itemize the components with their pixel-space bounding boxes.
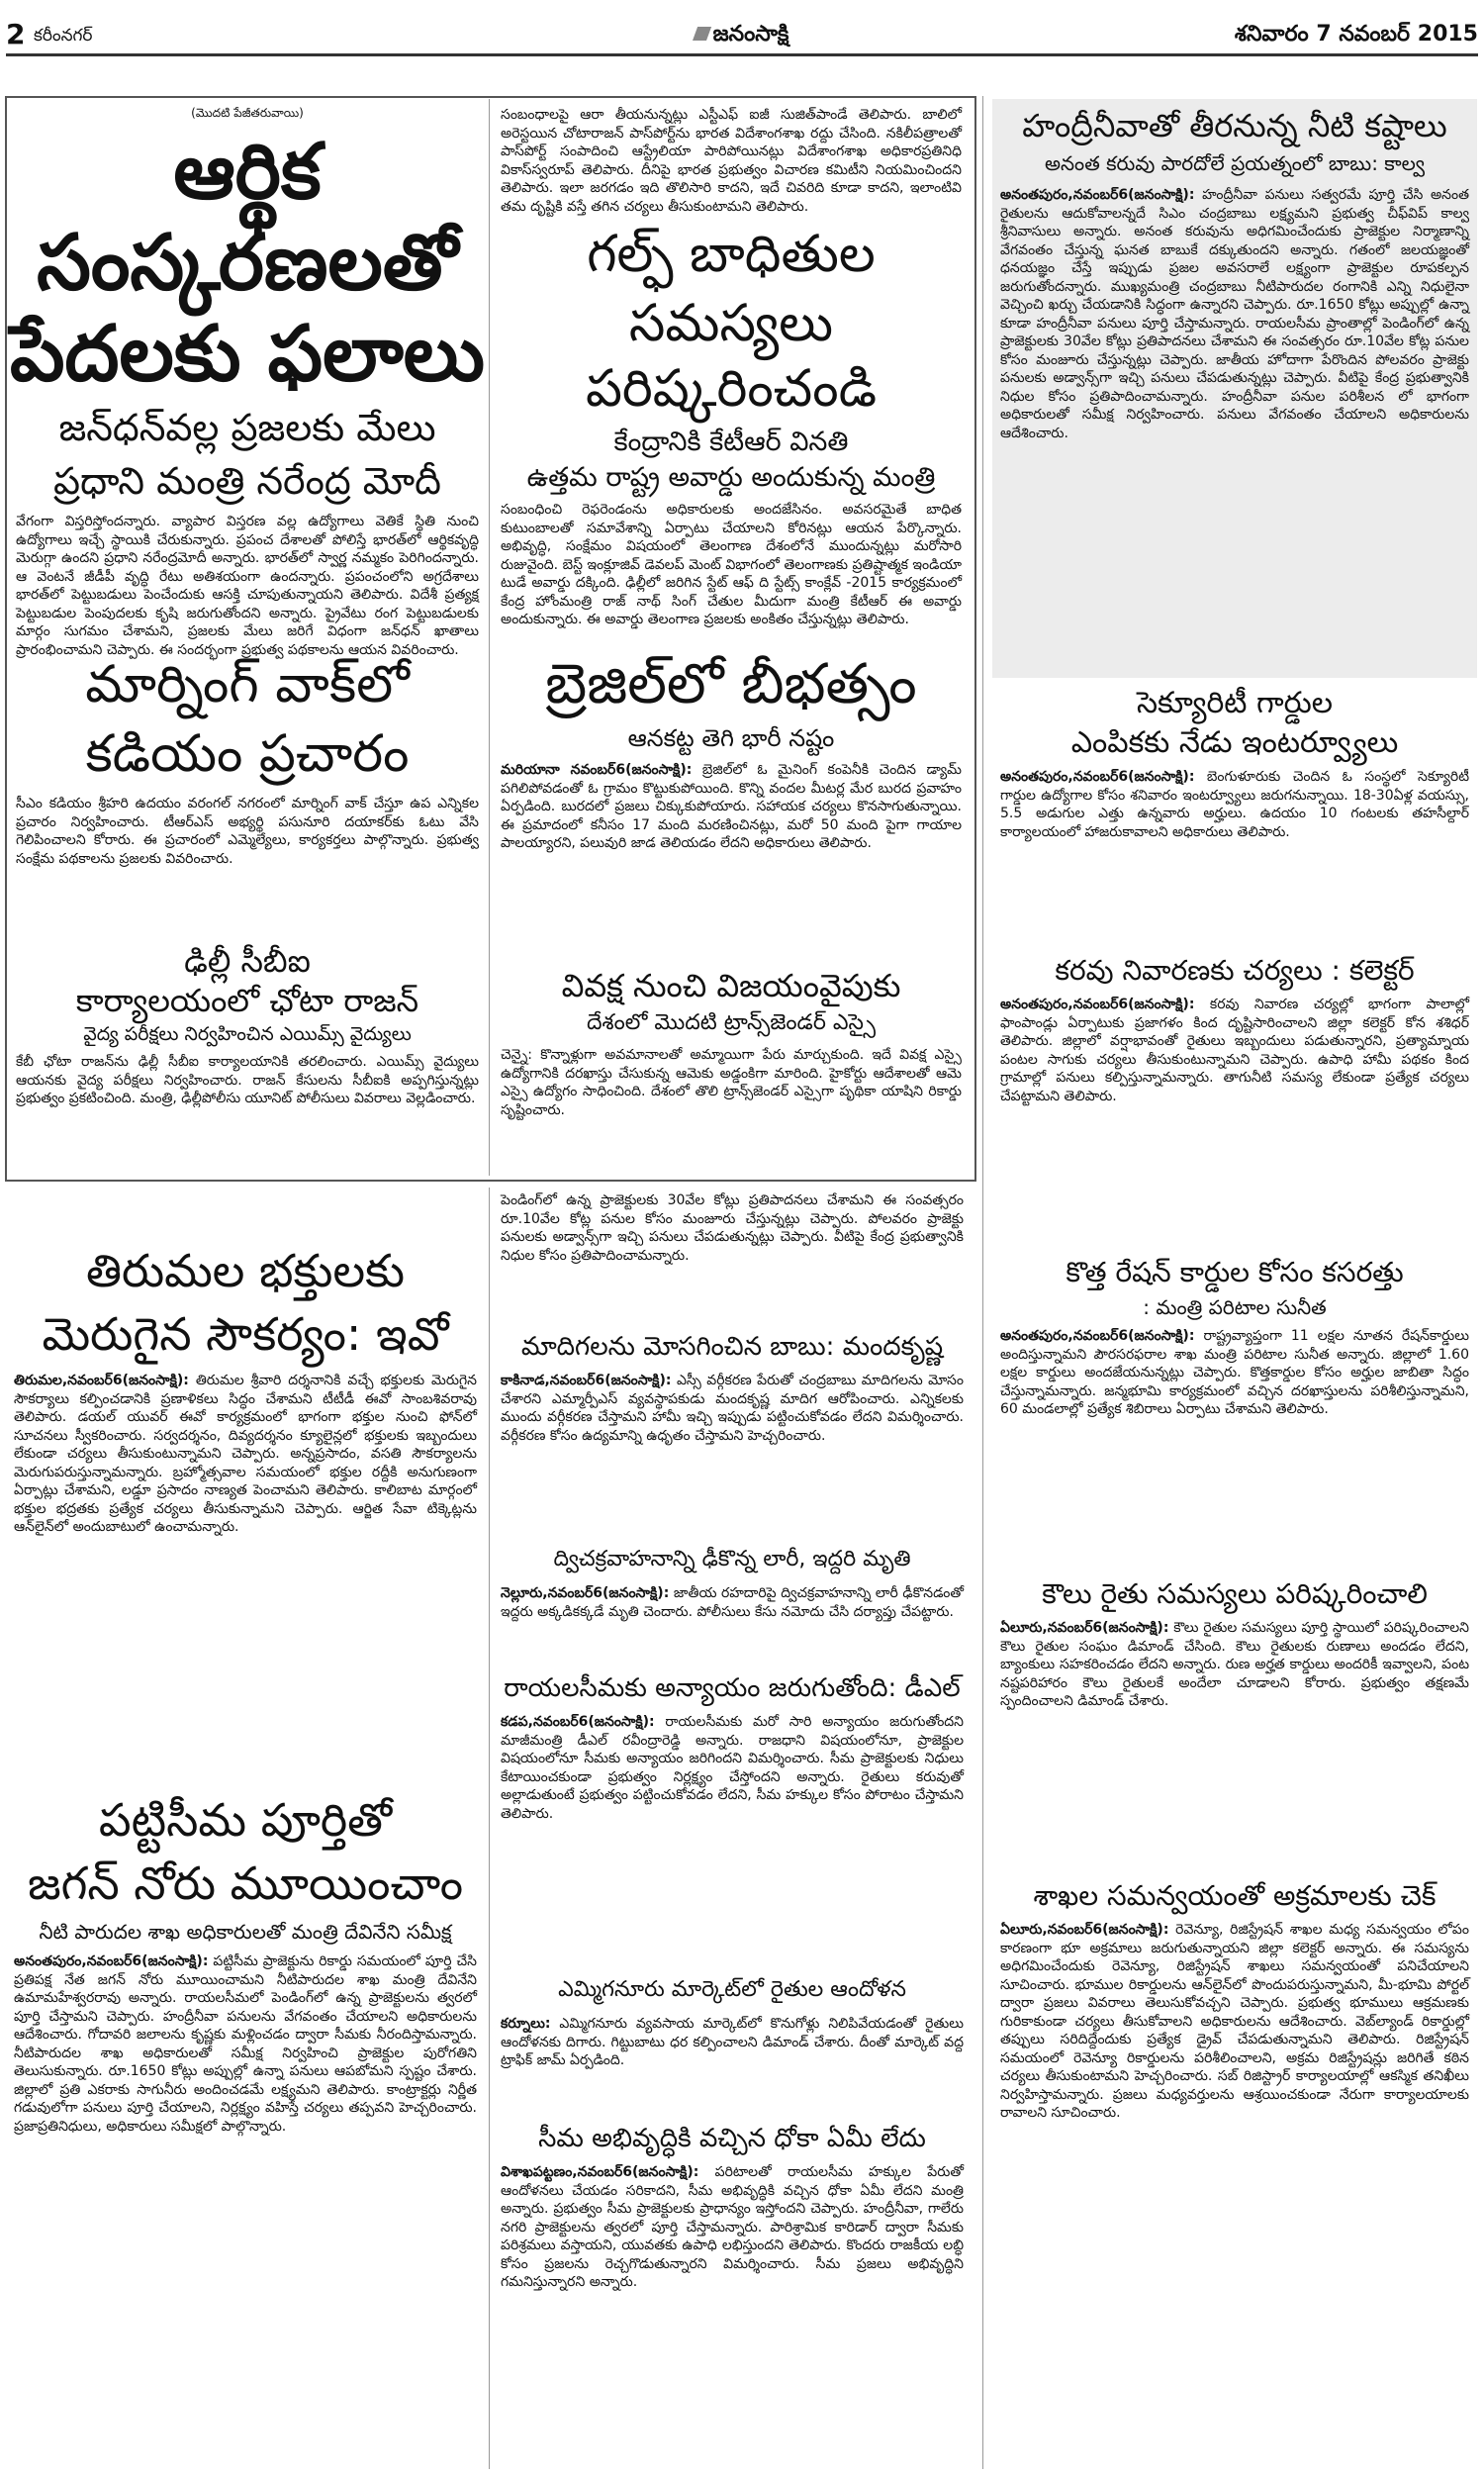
- article-morning-walk: [8, 648, 487, 937]
- headline: కొత్త రేషన్ కార్డుల కోసం కసరత్తు: [1066, 1256, 1404, 1288]
- headline: ద్విచక్రవాహనాన్ని ఢీకొన్న లారీ, ఇద్దరి మృతి: [553, 1547, 911, 1571]
- dateline: ఏలూరు,నవంబర్6(జనంసాక్షి):: [1000, 1620, 1169, 1636]
- article-body: [992, 992, 1477, 1109]
- headline: కడియం ప్రచారం: [85, 724, 410, 784]
- article-lorry-accident: [493, 1539, 972, 1663]
- article-tenant-farmers: [992, 1573, 1477, 1870]
- article-drought-measures: [992, 950, 1477, 1247]
- article-text: రాయలసీమకు మరో సారి అన్యాయం జరుగుతోందని మాజీమంత్రి డీఎల్ రవీంద్రారెడ్డి అన్నారు. రాజధాని విషయంలోనూ, ప్రాజెక్టుల విషయంలోనూ సీమకు అన్యాయం జరిగిందని విమర్శించారు. సీమ ప్రాజెక్టులకు నిధులు కేటాయించకుండా ప్రభుత్వం నిర్లక్ష్యం చేస్తోందని అన్నారు. రైతులు కరువుతో అల్లాడుతుంటే ప్రభుత్వం పట్టించుకోవడం లేదని, సీమ హక్కుల కోసం పోరాటం చేస్తామని తెలిపారు.: [501, 1714, 965, 1822]
- subheadline: నీటి పారుదల శాఖ అధికారులతో మంత్రి దేవినేని సమీక్ష: [39, 1920, 452, 1944]
- headline: తిరుమల భక్తులకు: [85, 1244, 406, 1297]
- headline: మాదిగలను మోసగించిన బాబు: మందకృష్ణ: [520, 1332, 944, 1362]
- headline: సెక్యూరిటీ గార్డుల: [1136, 686, 1334, 720]
- article-text: ఎమ్మిగనూరు వ్యవసాయ మార్కెట్‌లో కొనుగోళ్లు నిలిపివేయడంతో రైతులు ఆందోళనకు దిగారు. గిట్టుబాటు ధర కల్పించాలని డిమాండ్ చేశారు. దీంతో మార్కెట్ వద్ద ట్రాఫిక్ జామ్ ఏర్పడింది.: [501, 2016, 964, 2068]
- headline: గల్ఫ్ బాధితుల: [587, 225, 876, 284]
- headline: కౌలు రైతు సమస్యలు పరిష్కరించాలి: [1042, 1577, 1428, 1610]
- article-text: పరిటాలతో రాయలసీమ హక్కుల పేరుతో ఆందోళనలు చేయడం సరికాదని, సీమ అభివృద్ధికి వచ్చిన ధోకా ఏమీ లేదని మంత్రి అన్నారు. ప్రభుత్వం సీమ ప్రాజెక్టులకు ప్రాధాన్యం ఇస్తోందని చెప్పారు. హంద్రీనీవా, గాలేరు నగరి ప్రాజెక్టులను త్వరలో పూర్తి చేస్తామన్నారు. పారిశ్రామిక కారిడార్ ద్వారా సీమకు పరిశ్రమలు వస్తాయని, యువతకు ఉపాధి లభిస్తుందని తెలిపారు. కొందరు రాజకీయ లబ్ధి కోసం ప్రజలను రెచ్చగొడుతున్నారని విమర్శించారు. సీమ ప్రజలు అభివృద్ధిని గమనిస్తున్నారని అన్నారు.: [501, 2164, 965, 2290]
- dateline: కడప,నవంబర్6(జనంసాక్షి):: [501, 1714, 655, 1730]
- article-body: [992, 182, 1477, 446]
- article-mandakrishna: [493, 1326, 972, 1534]
- subheadline: అనంత కరువు పారదోలే ప్రయత్నంలో బాబు: కాల్వ: [1045, 151, 1425, 175]
- page-number: 2: [6, 18, 26, 50]
- headline: వివక్ష నుంచి విజయంవైపుకు: [561, 967, 901, 1004]
- dateline: విశాఖపట్టణం,నవంబర్6(జనంసాక్షి):: [501, 2164, 699, 2180]
- subheadline: ఉత్తమ రాష్ట్ర అవార్డు అందుకున్న మంత్రి: [526, 462, 936, 493]
- article-rayalaseema-injustice: [493, 1667, 972, 1964]
- subheadline: కేంద్రానికి కేటీఆర్ వినతి: [613, 427, 849, 457]
- headline: శాఖల సమన్వయంతో అక్రమాలకు చెక్: [1033, 1879, 1437, 1912]
- continuation-kicker: (మొదటి పేజీతరువాయి): [191, 106, 304, 120]
- article-body: [6, 1368, 485, 1541]
- article-departments-coordination: [992, 1875, 1477, 2469]
- dateline: అనంతపురం,నవంబర్6(జనంసాక్షి):: [14, 1953, 209, 1969]
- subheadline: వైద్య పరీక్షలు నిర్వహించిన ఎయిమ్స్ వైద్యులు: [83, 1023, 412, 1045]
- headline: ఆర్థిక సంస్కరణలతో: [37, 128, 458, 308]
- article-body: [493, 1580, 972, 1625]
- dateline: నెల్లూరు,నవంబర్6(జనంసాక్షి):: [501, 1585, 670, 1601]
- column-divider: [982, 96, 983, 2469]
- subheadline: ప్రధాని మంత్రి నరేంద్ర మోదీ: [53, 459, 441, 503]
- subheadline: దేశంలో మొదటి ట్రాన్స్‌జెండర్ ఎస్సై: [586, 1010, 877, 1035]
- headline: ఢిల్లీ సీబీఐ: [184, 942, 311, 980]
- paper-name: జనంసాక్షి: [712, 22, 789, 47]
- dateline: అనంతపురం,నవంబర్6(జనంసాక్షి):: [1000, 997, 1195, 1012]
- headline: మెరుగైన సౌకర్యం: ఇవో: [42, 1307, 449, 1361]
- subheadline: ఆనకట్ట తెగి భారీ నష్టం: [627, 724, 835, 752]
- article-text: కరవు నివారణ చర్యల్లో భాగంగా పాలాల్లో ఫాంపాండ్లు ఏర్పాటుకు ప్రజాగళం కింద దృష్టిసారించాలని జిల్లా కలెక్టర్ కోన శశిధర్ తెలిపారు. జిల్లాలో వర్షాభావంతో రైతులు ఇబ్బందులు పడుతున్నారని, ప్రత్యామ్నాయ పంటల సాగుకు చర్యలు తీసుకుంటున్నామని చెప్పారు. ఉపాధి హామీ పథకం కింద గ్రామాల్లో పనులు కల్పిస్తున్నామన్నారు. తాగునీటి సమస్య లేకుండా ప్రత్యేక చర్యలు చేపట్టామని తెలిపారు.: [1000, 997, 1470, 1104]
- article-ration-cards: [992, 1252, 1477, 1569]
- dateline: తిరుమల,నవంబర్6(జనంసాక్షి):: [14, 1373, 189, 1388]
- article-tirumala: [6, 1237, 485, 1781]
- dateline: కర్నూలు:: [501, 2016, 551, 2032]
- dateline: అనంతపురం,నవంబర్6(జనంసాక్షి):: [1000, 187, 1195, 203]
- article-body: [992, 1615, 1477, 1715]
- masthead-logo: [696, 22, 789, 51]
- dateline: అనంతపురం,నవంబర్6(జనంసాక్షి):: [1000, 1328, 1195, 1344]
- article-body: కేబీ ఛోటా రాజన్‌ను ఢిల్లీ సీబీఐ కార్యాలయానికి తరలించారు. ఎయిమ్స్ వైద్యులు ఆయనకు వైద్య పరీక్షలు నిర్వహించారు. రాజన్ కేసులను సీబీఐకి అప్పగిస్తున్నట్లు ప్రభుత్వం ప్రకటించింది. మంత్రి, ఢిల్లీపోలీసు యూనిట్ పోలీసులు వివరాలు వెల్లడించారు.: [16, 1054, 479, 1106]
- headline: పట్టిసీమ పూర్తితో: [98, 1793, 393, 1847]
- article-body: [493, 1368, 972, 1449]
- article-body: పెండింగ్‌లో ఉన్న ప్రాజెక్టులకు 30వేల కోట్లు ప్రతిపాదనలు చేశామని ఈ సంవత్సరం రూ.10వేల కోట్ల పనుల కోసం మంజూరు చేస్తున్నట్లు చెప్పారు. పోలవరం ప్రాజెక్టు పనులకు అడ్వాన్స్‌గా ఇచ్చి పనులు చేపడుతున్నట్లు చెప్పారు. వీటిపై కేంద్ర ప్రభుత్వానికి నిధుల కోసం ప్రతిపాదించామన్నారు.: [501, 1192, 964, 1264]
- page-header: [6, 14, 1478, 56]
- headline: జగన్ నోరు మూయించాం: [27, 1856, 464, 1910]
- edition-name: కరీంనగర్: [34, 26, 93, 46]
- article-body: [992, 1917, 1477, 2127]
- column-divider: [489, 1188, 490, 2469]
- article-body: [493, 2011, 972, 2074]
- article-body: సంబంధాలపై ఆరా తీయనున్నట్లు ఎస్టీఎఫ్ ఐజీ సుజిత్‌పాండే తెలిపారు. బాలిలో అరెస్టయిన చోటారాజన్ పాస్‌పోర్ట్‌ను భారత విదేశాంగశాఖ రద్దు చేసింది. నకిలీపత్రాలతో పాస్‌పోర్ట్ సంపాదించి ఆస్ట్రేలియా పారిపోయినట్లు విదేశాంగశాఖ అధికారప్రతినిధి వికాస్‌స్వరూప్ తెలిపారు. దీనిపై భారత ప్రభుత్వం విచారణ కమిటీని నియమించిందని తెలిపారు. ఇలా జరగడం ఇది తొలిసారి కాదని, ఇదే చివరిది కూడా కాదని, ఇలాంటివి తమ దృష్టికి వస్తే తగిన చర్యలు తీసుకుంటామని తెలిపారు.: [501, 107, 962, 215]
- article-text: రాష్ట్రవ్యాప్తంగా 11 లక్షల నూతన రేషన్‌కార్డులు అందిస్తున్నామని పౌరసరఫరాల శాఖ మంత్రి పరిటాల సునీత అన్నారు. జిల్లాలో 1.60 లక్షల కార్డులు అందజేయనున్నట్లు చెప్పారు. కొత్తకార్డుల కోసం అర్హుల జాబితా సిద్ధం చేస్తున్నామన్నారు. జన్మభూమి కార్యక్రమంలో వచ్చిన దరఖాస్తులను పరిశీలిస్తున్నామని, 60 మండలాల్లో ప్రత్యేక శిబిరాలు ఏర్పాటు చేశామని తెలిపారు.: [1000, 1328, 1469, 1417]
- subheadline: జన్‌ధన్‌వల్ల ప్రజలకు మేలు: [58, 406, 436, 449]
- article-text: తిరుమల శ్రీవారి దర్శనానికి వచ్చే భక్తులకు మెరుగైన సౌకర్యాలు కల్పించడానికి ప్రణాళికలు సిద్ధం చేశామని టీటీడీ ఈవో సాంబశివరావు తెలిపారు. డయల్ యువర్ ఈవో కార్యక్రమంలో భాగంగా భక్తుల నుంచి ఫోన్‌లో సూచనలు స్వీకరించారు. సర్వదర్శనం, దివ్యదర్శనం క్యూలైన్లలో భక్తులకు ఇబ్బందులు లేకుండా చర్యలు తీసుకుంటున్నామని చెప్పారు. అన్నప్రసాదం, వసతి సౌకర్యాలను మెరుగుపరుస్తున్నామన్నారు. బ్రహ్మోత్సవాల సమయంలో భక్తుల రద్దీకి అనుగుణంగా ఏర్పాట్లు చేశామని, లడ్డూ ప్రసాదం నాణ్యత పెంచామని తెలిపారు. కాలిబాట మార్గంలో భక్తుల భద్రతకు ప్రత్యేక చర్యలు తీసుకున్నామని చెప్పారు. ఆర్జిత సేవా టిక్కెట్లను ఆన్‌లైన్‌లో అందుబాటులో ఉంచామన్నారు.: [14, 1373, 478, 1535]
- article-body: [6, 1949, 485, 2140]
- dateline: మరియానా నవంబర్6(జనంసాక్షి):: [501, 762, 693, 778]
- logo-mark-icon: [693, 27, 711, 41]
- headline: పేదలకు ఫలాలు: [9, 310, 486, 399]
- article-seema-development: [493, 2118, 972, 2469]
- article-body: వేగంగా విస్తరిస్తోందన్నారు. వ్యాపార విస్తరణ వల్ల ఉద్యోగాలు వెతికే స్థితి నుంచి ఉద్యోగాలు ఇచ్చే స్థాయికి చేరుకున్నారు. ప్రపంచ దేశాలతో పోలిస్తే భారత్‌లో ఆర్థికవృద్ధి మెరుగ్గా ఉందని ప్రధాని నరేంద్రమోదీ అన్నారు. భారత్‌లో స్వార్ణ నమ్మకం పెరిగిందన్నారు. ఆ వెంటనే జీడీపీ వృద్ధి రేటు అతిశయంగా ఉందన్నారు. ప్రపంచంలోని అగ్రదేశాలు భారత్‌లో పెట్టుబడులు పెంచేందుకు ఆసక్తి చూపుతున్నాయని తెలిపారు. విదేశీ ప్రత్యక్ష పెట్టుబడుల పెంపుదలకు కృషి జరుగుతోందని అన్నారు. ప్రైవేటు రంగ పెట్టుబడులకు మార్గం సుగమం చేశామని, ప్రజలకు మేలు జరిగే విధంగా జన్‌ధన్ ఖాతాలు ప్రారంభించామని చెప్పారు. ఈ సందర్భంగా ప్రభుత్వ పథకాలను ఆయన వివరించారు.: [16, 514, 479, 658]
- headline: సమస్యలు పరిష్కరించండి: [585, 294, 878, 419]
- article-body: [493, 757, 970, 857]
- article-body: [493, 1709, 972, 1827]
- article-body: [992, 1323, 1477, 1423]
- article-text: కౌలు రైతుల సమస్యలు పూర్తి స్థాయిలో పరిష్కరించాలని కౌలు రైతుల సంఘం డిమాండ్ చేసింది. కౌలు రైతులకు రుణాలు అందడం లేదని, బ్యాంకులు సహకరించడం లేదని అన్నారు. రుణ అర్హత కార్డులు అందరికీ ఇవ్వాలని, పంట నష్టపరిహారం కౌలు రైతులకే అందేలా చూడాలని కోరారు. ప్రభుత్వం తక్షణమే స్పందించాలని డిమాండ్ చేశారు.: [1000, 1620, 1469, 1709]
- article-gulf-victims: [493, 218, 970, 643]
- article-continuation: [493, 102, 970, 213]
- headline: సీమ అభివృద్ధికి వచ్చిన ధోకా ఏమీ లేదు: [538, 2124, 926, 2153]
- article-body: సీఎం కడియం శ్రీహరి ఉదయం వరంగల్ నగరంలో మార్నింగ్ వాక్ చేస్తూ ఉప ఎన్నికల ప్రచారం నిర్వహించారు. టీఆర్ఎస్ అభ్యర్థి పసునూరి దయాకర్‌కు ఓటు వేసి గెలిపించాలని కోరారు. ఈ ప్రచారంలో ఎమ్మెల్యేలు, కార్యకర్తలు పాల్గొన్నారు. ప్రభుత్వ సంక్షేమ పథకాలను ప్రజలకు వివరించారు.: [16, 796, 479, 867]
- article-handri-neeva: [992, 99, 1477, 678]
- article-body: సంబంధించి రెఫరెండంను అధికారులకు అందజేసినం. అవసరమైతే బాధిత కుటుంబాలతో సమావేశాన్ని ఏర్పాటు చేయాలని కోరినట్లు ఆయన పేర్కొన్నారు. అభివృద్ధి, సంక్షేమం విషయంలో తెలంగాణ దేశంలోనే ముందున్నట్లు మరోసారి రుజువైంది. బెస్ట్ ఇంక్లూజివ్ డెవలప్ మెంట్ విభాగంలో తెలంగాణకు ప్రతిష్టాత్మక ఇండియా టుడే అవార్డు దక్కింది. ఢిల్లీలో జరిగిన స్టేట్ ఆఫ్ ది స్టేట్స్ కాంక్లేవ్ -2015 కార్యక్రమంలో కేంద్ర హోంమంత్రి రాజ్ నాథ్ సింగ్ చేతుల మీదుగా మంత్రి కేటీఆర్ ఈ అవార్డు అందుకున్నారు. ఈ అవార్డు తెలంగాణ ప్రజలకు అంకితం చేస్తున్నట్లు తెలిపారు.: [501, 502, 962, 627]
- headline: హంద్రీనీవాతో తీరనున్న నీటి కష్టాలు: [1022, 107, 1447, 144]
- article-text: పట్టిసీమ ప్రాజెక్టును రికార్డు సమయంలో పూర్తి చేసి ప్రతిపక్ష నేత జగన్ నోరు మూయించామని నీటిపారుదల శాఖ మంత్రి దేవినేని ఉమామహేశ్వరరావు అన్నారు. రాయలసీమలో పెండింగ్‌లో ఉన్న ప్రాజెక్టులను త్వరలో పూర్తి చేస్తామని చెప్పారు. హంద్రీనీవా పనులను వేగవంతం చేయాలని అధికారులను ఆదేశించారు. గోదావరి జలాలను కృష్ణకు మళ్లించడం ద్వారా సీమకు నీరందిస్తామన్నారు. నీటిపారుదల శాఖ అధికారులతో సమీక్ష నిర్వహించి ప్రాజెక్టుల పురోగతిని తెలుసుకున్నారు. రూ.1650 కోట్లు అప్పుల్లో ఉన్నా పనులు ఆపబోమని స్పష్టం చేశారు. జిల్లాలో ప్రతి ఎకరాకు సాగునీరు అందించడమే లక్ష్యమని తెలిపారు. కాంట్రాక్టర్లు నిర్ణీత గడువులోగా పనులు పూర్తి చేయాలని, నిర్లక్ష్యం వహిస్తే చర్యలు తప్పవని హెచ్చరించారు. ప్రజాప్రతినిధులు, అధికారులు సమీక్షలో పాల్గొన్నారు.: [14, 1953, 478, 2135]
- article-emmiganur-market: [493, 1969, 972, 2113]
- headline: ఎమ్మిగనూరు మార్కెట్‌లో రైతుల ఆందోళన: [558, 1977, 906, 2002]
- article-pattiseema: [6, 1786, 485, 2469]
- dateline: కాకినాడ,నవంబర్6(జనంసాక్షి):: [501, 1373, 672, 1388]
- headline: మార్నింగ్ వాక్‌లో: [85, 655, 410, 714]
- article-chhota-rajan: [8, 940, 487, 1174]
- article-body: [992, 764, 1477, 845]
- headline: రాయలసీమకు అన్యాయం జరుగుతోంది: డీఎల్: [504, 1673, 961, 1703]
- article-brazil: [493, 648, 970, 955]
- headline: బ్రెజిల్‌లో బీభత్సం: [545, 652, 917, 716]
- article-transgender-si: [493, 965, 970, 1173]
- headline: కార్యాలయంలో ఛోటా రాజన్: [75, 982, 419, 1019]
- article-body: [493, 2159, 972, 2296]
- article-text: ఎస్సీ వర్గీకరణ పేరుతో చంద్రబాబు మాదిగలను మోసం చేశారని ఎమ్మార్పీఎస్ వ్యవస్థాపకుడు మందకృష్ణ మాదిగ ఆరోపించారు. ఎన్నికలకు ముందు వర్గీకరణ చేస్తామని హామీ ఇచ్చి ఇప్పుడు పట్టించుకోవడం లేదని విమర్శించారు. వర్గీకరణ కోసం ఉద్యమాన్ని ఉధృతం చేస్తామని హెచ్చరించారు.: [501, 1373, 964, 1444]
- dateline: ఏలూరు,నవంబర్6(జనంసాక్షి):: [1000, 1922, 1169, 1938]
- article-text: రెవెన్యూ, రిజిస్ట్రేషన్ శాఖల మధ్య సమన్వయం లోపం కారణంగా భూ అక్రమాలు జరుగుతున్నాయని జిల్లా కలెక్టర్ అన్నారు. ఈ సమస్యను అధిగమించేందుకు రెవెన్యూ, రిజిస్ట్రేషన్ శాఖలు సమన్వయంతో పనిచేయాలని సూచించారు. భూముల రికార్డులను ఆన్‌లైన్‌లో పొందుపరుస్తున్నామని, మీ-భూమి పోర్టల్ ద్వారా ప్రజలు వివరాలు తెలుసుకోవచ్చని చెప్పారు. ప్రభుత్వ భూములు ఆక్రమణకు గురికాకుండా చర్యలు తీసుకోవాలని అధికారులను ఆదేశించారు. వెబ్‌ల్యాండ్ రికార్డుల్లో తప్పులు సరిదిద్దేందుకు ప్రత్యేక డ్రైవ్ చేపడుతున్నామని తెలిపారు. రిజిస్ట్రేషన్ సమయంలో రెవెన్యూ రికార్డులను పరిశీలించాలని, అక్రమ రిజిస్ట్రేషన్లు జరిగితే కఠిన చర్యలు తీసుకుంటామని హెచ్చరించారు. సబ్ రిజిస్ట్రార్ కార్యాలయాల్లో ఆకస్మిక తనిఖీలు నిర్వహిస్తామన్నారు. ప్రజలు మధ్యవర్తులను ఆశ్రయించకుండా నేరుగా కార్యాలయాలకు రావాలని సూచించారు.: [1000, 1922, 1469, 2121]
- article-text: జాతీయ రహదారిపై ద్విచక్రవాహనాన్ని లారీ ఢీకొనడంతో ఇద్దరు అక్కడికక్కడే మృతి చెందారు. పోలీసులు కేసు నమోదు చేసి దర్యాప్తు చేపట్టారు.: [501, 1585, 964, 1620]
- subheadline: : మంత్రి పరిటాల సునీత: [1143, 1295, 1327, 1319]
- headline: కరవు నివారణకు చర్యలు : కలెక్టర్: [1055, 954, 1415, 987]
- article-text: హంద్రీనీవా పనులు సత్వరమే పూర్తి చేసి అనంత రైతులను ఆదుకోవాలన్నదే సిఎం చంద్రబాబు లక్ష్యమని ప్రభుత్వ చీఫ్‌విప్ కాల్వ శ్రీనివాసులు అన్నారు. అనంత కరువును అధిగమించేందుకు ప్రాజెక్టుల నిర్మాణాన్ని వేగవంతం చేస్తున్న ఘనత బాబుకే దక్కుతుందని అన్నారు. గతంలో జలయజ్ఞంతో ధనయజ్ఞం చేస్తే ఇప్పుడు ప్రజల అవసరాలే లక్ష్యంగా ప్రాజెక్టుల రూపకల్పన జరుగుతోందన్నారు. ముఖ్యమంత్రి చంద్రబాబు నీటిపారుదల రంగానికి ఎన్ని నిధులైనా వెచ్చించి ఖర్చు చేయడానికి సిద్ధంగా ఉన్నారని చెప్పారు. రూ.1650 కోట్లు అప్పుల్లో ఉన్నా కూడా హంద్రీనీవా పనులు పూర్తి చేస్తామన్నారు. రాయలసీమ ప్రాంతాల్లో పెండింగ్‌లో ఉన్న ప్రాజెక్టులకు 30వేల కోట్లు ప్రతిపాదనలు చేశామని ఈ సంవత్సరం రూ.10వేల కోట్ల పనుల కోసం మంజూరు చేస్తున్నట్లు చెప్పారు. జాతీయ హోదాగా పేరొందిన పోలవరం ప్రాజెక్టు పనులకు అడ్వాన్స్‌గా ఇచ్చి పనులు చేపడుతున్నట్లు చెప్పారు. వీటిపై కేంద్ర ప్రభుత్వానికి నిధుల కోసం ప్రతిపాదించామన్నారు. హంద్రీనీవా పనుల పరిశీలన లో భాగంగా అధికారులతో సమీక్ష నిర్వహించారు. పనులు వేగవంతం చేయాలని అధికారులను ఆదేశించారు.: [1000, 187, 1469, 441]
- headline: ఎంపికకు నేడు ఇంటర్వ్యూలు: [1070, 725, 1399, 760]
- column-divider: [489, 99, 490, 1176]
- article-body: చెన్నై: కొన్నాళ్లుగా అవమానాలతో అమ్మాయిగా పేరు మార్చుకుంది. ఇదే వివక్ష ఎస్సై ఉద్యోగానికి దరఖాస్తు చేసుకున్న ఆమెకు అడ్డంకిగా మారింది. హైకోర్టు ఆదేశాలతో ఆమె ఎస్సై ఉద్యోగం సాధించింది. దేశంలో తొలి ట్రాన్స్‌జెండర్ ఎస్సైగా పృథికా యాషిని రికార్డు సృష్టించారు.: [501, 1047, 962, 1118]
- issue-date: శనివారం 7 నవంబర్ 2015: [1234, 22, 1478, 47]
- dateline: అనంతపురం,నవంబర్6(జనంసాక్షి):: [1000, 769, 1195, 785]
- article-text: బ్రెజిల్‌లో ఓ మైనింగ్ కంపెనీకి చెందిన డ్యామ్ పగిలిపోవడంతో ఓ గ్రామం కొట్టుకుపోయింది. కొన్ని వందల మీటర్ల మేర బురద ప్రవాహం ఏర్పడింది. బురదలో ప్రజలు చిక్కుకుపోయారు. సహాయక చర్యలు కొనసాగుతున్నాయి. ఈ ప్రమాదంలో కనీసం 17 మంది మరణించినట్లు, మరో 50 మంది పైగా గాయాల పాలయ్యారని, పలువురి జాడ తెలియడం లేదని అధికారులు తెలిపారు.: [501, 762, 962, 851]
- article-security-guards: [992, 683, 1477, 945]
- article-continuation: [493, 1188, 972, 1321]
- article-text: బెంగుళూరుకు చెందిన ఓ సంస్థలో సెక్యూరిటీ గార్డుల ఉద్యోగాల కోసం శనివారం ఇంటర్వ్యూలు జరుగనున్నాయి. 18-30ఏళ్ల వయస్సు, 5.5 అడుగుల ఎత్తు ఉన్నవారు అర్హులు. ఉదయం 10 గంటలకు తహసీల్దార్ కార్యాలయంలో హాజరుకావాలని అధికారులు తెలిపారు.: [1000, 769, 1470, 840]
- article-economic-reforms: [8, 102, 487, 658]
